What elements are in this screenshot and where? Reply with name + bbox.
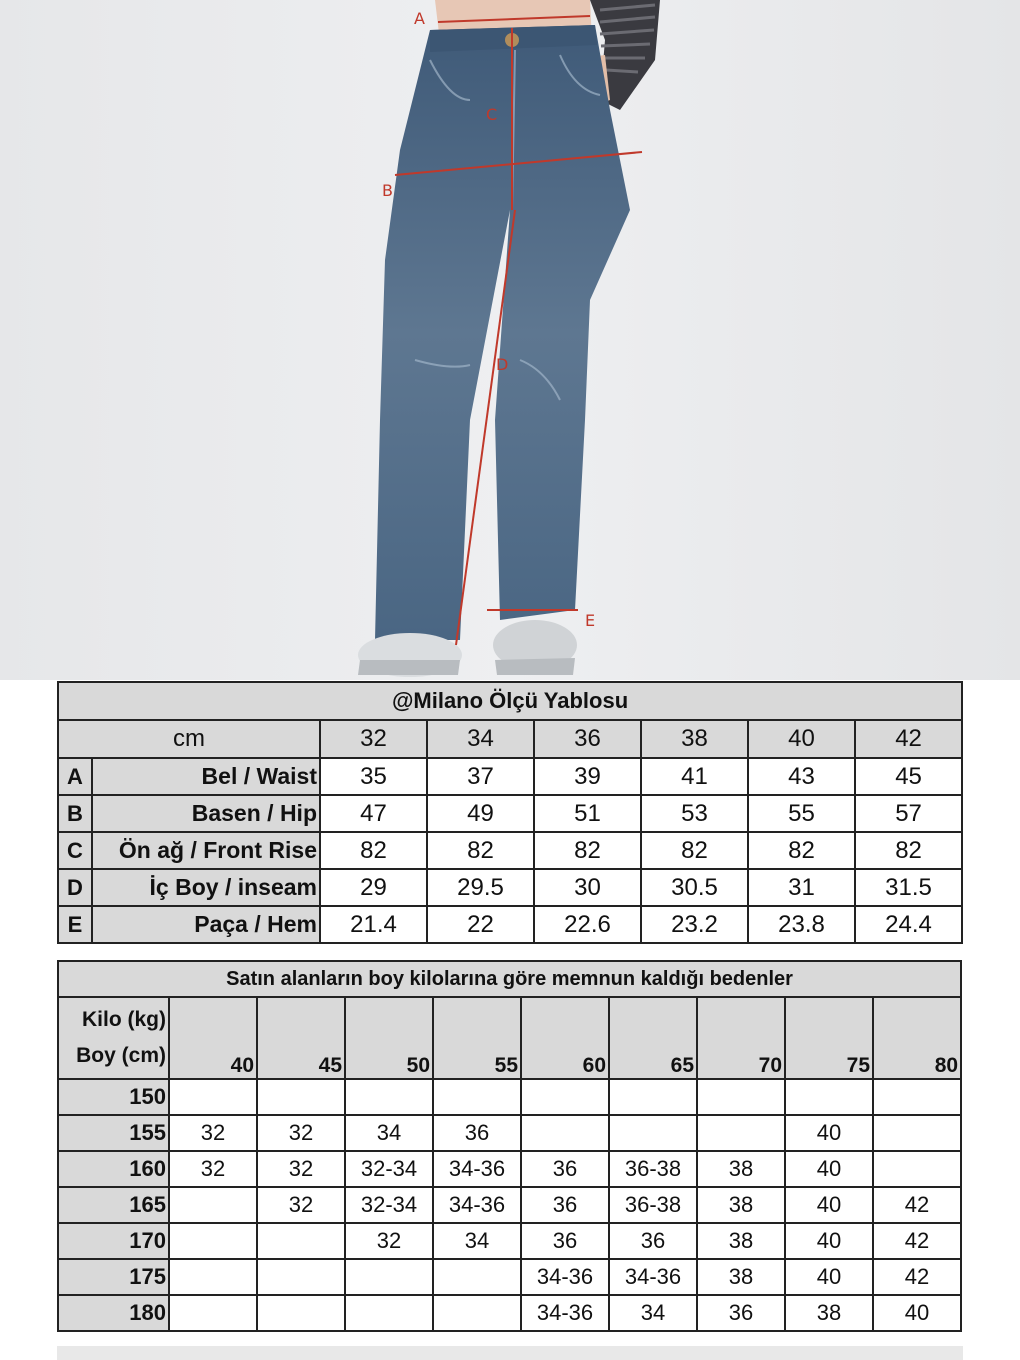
table-cell [169,1295,257,1331]
marker-a-label: A [414,9,425,28]
table-row [58,1151,961,1187]
size-header: 32 [320,720,427,758]
table-cell [257,1295,345,1331]
table-cell [345,1295,433,1331]
table-cell [169,1259,257,1295]
size-chart-table [57,681,963,944]
table-cell: 36 [521,1187,609,1223]
table-cell [257,1223,345,1259]
table-cell: 31 [748,869,855,906]
row-name: Paça / Hem [92,906,320,943]
weight-header-row [58,997,961,1079]
weight-header: 40 [169,997,257,1079]
height-label: 160 [58,1151,169,1187]
row-name: Bel / Waist [92,758,320,795]
measurement-row [58,758,962,795]
table-cell: 34-36 [521,1259,609,1295]
boy-label: Boy (cm) [76,1044,166,1067]
table-cell [169,1187,257,1223]
table-cell: 32-34 [345,1151,433,1187]
table-cell [345,1079,433,1115]
row-letter: D [58,869,92,906]
unit-label: cm [58,720,320,758]
table-cell: 22.6 [534,906,641,943]
table-cell: 39 [534,758,641,795]
table-cell: 40 [785,1151,873,1187]
table-cell: 35 [320,758,427,795]
table-cell: 38 [697,1187,785,1223]
weight-header: 65 [609,997,697,1079]
table-cell: 32 [257,1187,345,1223]
table-cell [697,1079,785,1115]
table-cell: 47 [320,795,427,832]
size-header: 40 [748,720,855,758]
table-cell: 36 [521,1151,609,1187]
table-cell: 38 [697,1223,785,1259]
row-name: İç Boy / inseam [92,869,320,906]
marker-c-label: C [486,105,498,124]
row-letter: C [58,832,92,869]
weight-header: 50 [345,997,433,1079]
table-cell [433,1295,521,1331]
table-cell: 32-34 [345,1187,433,1223]
height-label: 180 [58,1295,169,1331]
table-cell: 32 [257,1151,345,1187]
table-cell: 42 [873,1223,961,1259]
table-cell [785,1079,873,1115]
table-cell: 34 [345,1115,433,1151]
table-cell [257,1079,345,1115]
table-cell: 38 [697,1151,785,1187]
marker-d-label: D [496,355,509,374]
table-cell [433,1079,521,1115]
table-cell [697,1115,785,1151]
table-row [58,1187,961,1223]
table-cell: 40 [785,1187,873,1223]
size-header: 34 [427,720,534,758]
table-row [58,1079,961,1115]
table-cell: 24.4 [855,906,962,943]
table-row [58,1259,961,1295]
height-label: 175 [58,1259,169,1295]
table-cell: 31.5 [855,869,962,906]
table-cell: 57 [855,795,962,832]
table-cell: 43 [748,758,855,795]
height-label: 170 [58,1223,169,1259]
table-cell: 32 [257,1115,345,1151]
table-cell: 55 [748,795,855,832]
table-cell: 30 [534,869,641,906]
fit-table-body [58,1079,961,1331]
table-cell: 49 [427,795,534,832]
height-label: 150 [58,1079,169,1115]
table-cell [609,1115,697,1151]
table-cell: 32 [169,1115,257,1151]
table-cell: 32 [169,1151,257,1187]
table-cell [521,1079,609,1115]
table-cell: 36-38 [609,1151,697,1187]
table-cell: 42 [873,1187,961,1223]
table-cell: 82 [855,832,962,869]
table-cell: 21.4 [320,906,427,943]
table-cell: 23.2 [641,906,748,943]
table-cell [169,1079,257,1115]
table-cell [433,1259,521,1295]
table-cell: 34-36 [433,1151,521,1187]
marker-e-label: E [585,611,596,630]
table-cell [521,1115,609,1151]
table-cell: 30.5 [641,869,748,906]
row-letter: B [58,795,92,832]
table-cell: 38 [697,1259,785,1295]
measurement-row [58,795,962,832]
row-name: Basen / Hip [92,795,320,832]
row-letter: A [58,758,92,795]
height-label: 165 [58,1187,169,1223]
table-cell [169,1223,257,1259]
table-cell [257,1259,345,1295]
weight-header: 55 [433,997,521,1079]
table-cell: 22 [427,906,534,943]
weight-header: 45 [257,997,345,1079]
table-cell: 40 [785,1259,873,1295]
marker-b-label: B [382,181,393,200]
table-row [58,1295,961,1331]
table-cell [345,1259,433,1295]
measurement-row [58,832,962,869]
table-cell: 40 [785,1115,873,1151]
table-row [58,1223,961,1259]
measurement-row [58,906,962,943]
size-header: 36 [534,720,641,758]
fit-recommendation-table [57,960,962,1332]
table-cell: 41 [641,758,748,795]
size-header: 38 [641,720,748,758]
row-name: Ön ağ / Front Rise [92,832,320,869]
weight-header: 70 [697,997,785,1079]
table-cell: 29.5 [427,869,534,906]
table-cell: 32 [345,1223,433,1259]
fit-table-title: Satın alanların boy kilolarına göre memnun kaldığı bedenler [58,961,961,997]
table-cell: 40 [873,1295,961,1331]
size-header-row [58,720,962,758]
table-cell [873,1079,961,1115]
table-cell: 34-36 [521,1295,609,1331]
table-cell: 36-38 [609,1187,697,1223]
axis-labels-cell [58,997,169,1079]
table-cell [609,1079,697,1115]
row-letter: E [58,906,92,943]
table-cell: 36 [609,1223,697,1259]
table-cell: 36 [433,1115,521,1151]
table-cell: 37 [427,758,534,795]
bottom-strip [57,1346,963,1360]
table-cell: 51 [534,795,641,832]
weight-header: 75 [785,997,873,1079]
table-cell: 29 [320,869,427,906]
measurement-row [58,869,962,906]
kilo-label: Kilo (kg) [82,1008,166,1031]
table-cell: 34-36 [433,1187,521,1223]
table-cell: 23.8 [748,906,855,943]
table-cell: 82 [641,832,748,869]
table-cell: 82 [427,832,534,869]
table-cell: 42 [873,1259,961,1295]
table-cell: 38 [785,1295,873,1331]
weight-header: 60 [521,997,609,1079]
table-cell: 82 [320,832,427,869]
table-cell [873,1151,961,1187]
table-cell: 45 [855,758,962,795]
table-cell: 82 [534,832,641,869]
size-header: 42 [855,720,962,758]
size-chart-title: @Milano Ölçü Yablosu [58,682,962,720]
table-cell: 82 [748,832,855,869]
table-cell: 36 [521,1223,609,1259]
height-label: 155 [58,1115,169,1151]
table-cell: 36 [697,1295,785,1331]
weight-header: 80 [873,997,961,1079]
table-cell: 34 [433,1223,521,1259]
table-cell: 40 [785,1223,873,1259]
table-cell [873,1115,961,1151]
table-cell: 34 [609,1295,697,1331]
table-cell: 53 [641,795,748,832]
table-row [58,1115,961,1151]
table-cell: 34-36 [609,1259,697,1295]
